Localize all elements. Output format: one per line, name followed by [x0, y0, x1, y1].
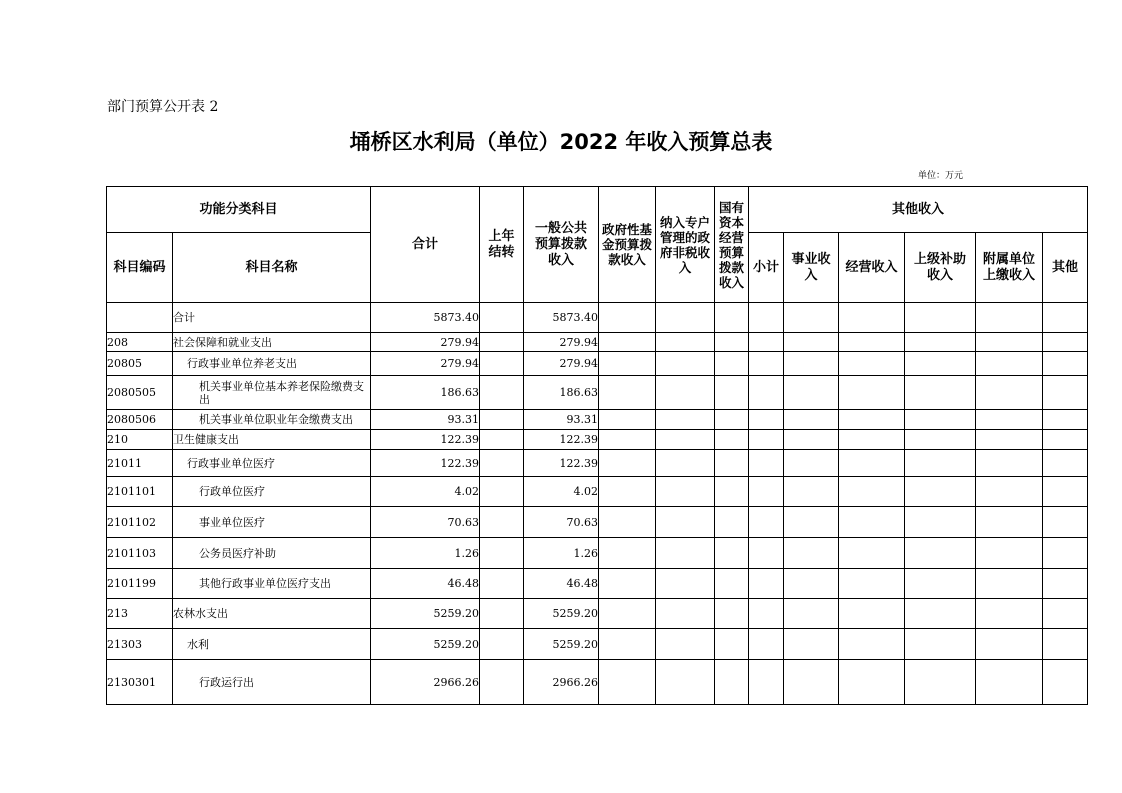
row-name: 行政事业单位医疗 [173, 450, 371, 477]
header-total: 合计 [371, 187, 480, 303]
row-total: 279.94 [371, 352, 480, 376]
table-row [107, 569, 1088, 599]
row-code: 2130301 [107, 660, 173, 705]
row-total: 122.39 [371, 430, 480, 450]
row-name: 水利 [173, 629, 371, 660]
table-row [107, 477, 1088, 507]
table-row [107, 376, 1088, 410]
row-total: 186.63 [371, 376, 480, 410]
row-general: 70.63 [524, 507, 599, 538]
budget-table [106, 186, 1088, 705]
row-code: 2101199 [107, 569, 173, 599]
header-functional-category: 功能分类科目 [107, 187, 371, 233]
row-name: 机关事业单位职业年金缴费支出 [173, 410, 371, 430]
table-row [107, 303, 1088, 333]
row-total: 4.02 [371, 477, 480, 507]
row-general: 4.02 [524, 477, 599, 507]
row-general: 1.26 [524, 538, 599, 569]
table-row [107, 352, 1088, 376]
header-special-account: 纳入专户管理的政府非税收入 [656, 187, 715, 303]
row-name: 其他行政事业单位医疗支出 [173, 569, 371, 599]
header-subtotal: 小计 [749, 233, 784, 303]
header-state-capital: 国有资本经营预算拨款收入 [715, 187, 749, 303]
row-name: 行政事业单位养老支出 [173, 352, 371, 376]
table-body [107, 303, 1088, 705]
header-operating-income: 经营收入 [839, 233, 905, 303]
row-code: 213 [107, 599, 173, 629]
table-row [107, 450, 1088, 477]
row-code: 2080506 [107, 410, 173, 430]
row-general: 122.39 [524, 450, 599, 477]
page-title: 埇桥区水利局（单位）2022 年收入预算总表 [349, 130, 773, 154]
row-general: 122.39 [524, 430, 599, 450]
row-total: 122.39 [371, 450, 480, 477]
header-code: 科目编码 [107, 233, 173, 303]
row-name: 行政单位医疗 [173, 477, 371, 507]
row-general: 93.31 [524, 410, 599, 430]
row-code: 2080505 [107, 376, 173, 410]
header-name: 科目名称 [173, 233, 371, 303]
table-row [107, 430, 1088, 450]
row-general: 5259.20 [524, 599, 599, 629]
table-row [107, 599, 1088, 629]
header-other: 其他 [1043, 233, 1088, 303]
table-row [107, 507, 1088, 538]
row-code: 20805 [107, 352, 173, 376]
row-total: 5259.20 [371, 599, 480, 629]
row-code: 208 [107, 333, 173, 352]
table-row [107, 538, 1088, 569]
row-name: 社会保障和就业支出 [173, 333, 371, 352]
row-general: 186.63 [524, 376, 599, 410]
header-gov-fund: 政府性基金预算拨款收入 [599, 187, 656, 303]
row-total: 5873.40 [371, 303, 480, 333]
row-name: 农林水支出 [173, 599, 371, 629]
table-row [107, 629, 1088, 660]
row-code: 21303 [107, 629, 173, 660]
row-code: 21011 [107, 450, 173, 477]
document-label: 部门预算公开表 2 [107, 99, 219, 115]
row-general: 5873.40 [524, 303, 599, 333]
row-name: 合计 [173, 303, 371, 333]
row-total: 93.31 [371, 410, 480, 430]
row-code: 2101101 [107, 477, 173, 507]
header-carryover: 上年结转 [480, 187, 524, 303]
header-general-public: 一般公共预算拨款收入 [524, 187, 599, 303]
row-total: 279.94 [371, 333, 480, 352]
row-name: 事业单位医疗 [173, 507, 371, 538]
table-row [107, 660, 1088, 705]
row-general: 279.94 [524, 333, 599, 352]
row-general: 2966.26 [524, 660, 599, 705]
row-name: 行政运行出 [173, 660, 371, 705]
row-general: 279.94 [524, 352, 599, 376]
row-general: 46.48 [524, 569, 599, 599]
row-total: 1.26 [371, 538, 480, 569]
row-general: 5259.20 [524, 629, 599, 660]
row-code: 2101102 [107, 507, 173, 538]
row-name: 卫生健康支出 [173, 430, 371, 450]
row-total: 46.48 [371, 569, 480, 599]
row-total: 70.63 [371, 507, 480, 538]
table-row [107, 410, 1088, 430]
header-affiliated-payment: 附属单位上缴收入 [976, 233, 1043, 303]
row-code: 210 [107, 430, 173, 450]
row-total: 5259.20 [371, 629, 480, 660]
row-code: 2101103 [107, 538, 173, 569]
row-name: 机关事业单位基本养老保险缴费支出 [173, 376, 371, 410]
row-total: 2966.26 [371, 660, 480, 705]
row-name: 公务员医疗补助 [173, 538, 371, 569]
table-row [107, 333, 1088, 352]
header-other-income: 其他收入 [749, 187, 1088, 233]
row-code [107, 303, 173, 333]
header-superior-subsidy: 上级补助收入 [905, 233, 976, 303]
unit-label: 单位：万元 [918, 171, 964, 181]
header-business-income: 事业收入 [784, 233, 839, 303]
